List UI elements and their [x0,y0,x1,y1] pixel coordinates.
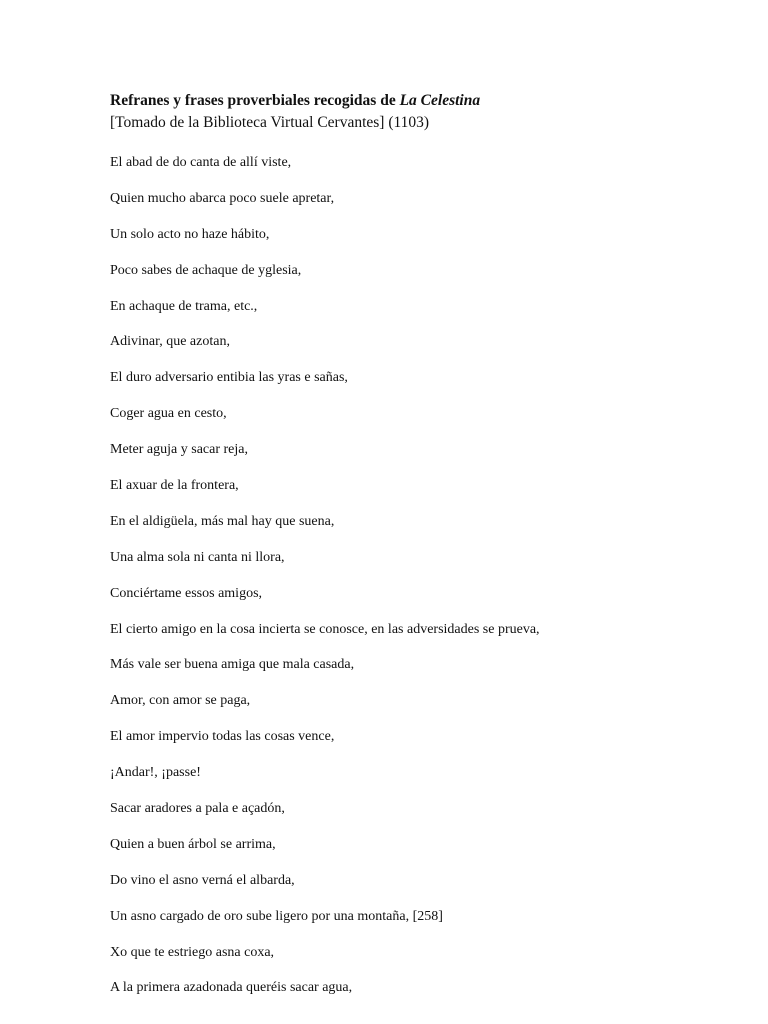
document-title-text: Refranes y frases proverbiales recogidas de [110,92,400,109]
proverb-item: El axuar de la frontera, [110,478,239,494]
proverb-item: En achaque de trama, etc., [110,298,258,314]
proverb-item: Quien a buen árbol se arrima, [110,836,276,852]
document-page [110,90,750,1015]
proverb-item: El amor impervio todas las cosas vence, [110,729,335,745]
proverb-item: En el aldigüela, más mal hay que suena, [110,513,335,529]
proverb-item: A la primera azadonada queréis sacar agua, [110,980,353,996]
proverb-item: Coger agua en cesto, [110,406,227,422]
proverb-item: Meter aguja y sacar reja, [110,442,248,458]
proverb-item: Adivinar, que azotan, [110,334,230,350]
proverb-item: Un solo acto no haze hábito, [110,226,270,242]
proverb-item: Sacar aradores a pala e açadón, [110,801,285,817]
proverb-item: Amor, con amor se paga, [110,693,251,709]
proverb-item: Un asno cargado de oro sube ligero por una montaña, [258] [110,908,443,924]
document-subtitle: [Tomado de la Biblioteca Virtual Cervantes] (1103) [110,114,430,131]
proverb-item: El cierto amigo en la cosa incierta se conosce, en las adversidades se prueva, [110,621,540,637]
proverb-item: Una alma sola ni canta ni llora, [110,549,285,565]
proverb-item: Conciértame essos amigos, [110,585,263,601]
proverb-item: Poco sabes de achaque de yglesia, [110,262,302,278]
proverb-list [110,154,750,997]
proverb-item: Do vino el asno verná el albarda, [110,872,295,888]
proverb-item: Xo que te estriego asna coxa, [110,944,275,960]
proverb-item: Quien mucho abarca poco suele apretar, [110,190,335,206]
document-title-italic: La Celestina [399,92,481,109]
proverb-item: El duro adversario entibia las yras e sañas, [110,370,348,386]
proverb-item: ¡Andar!, ¡passe! [110,765,201,781]
document-title [110,90,750,112]
proverb-item: Más vale ser buena amiga que mala casada, [110,657,355,673]
proverb-item: El abad de do canta de allí viste, [110,155,292,170]
